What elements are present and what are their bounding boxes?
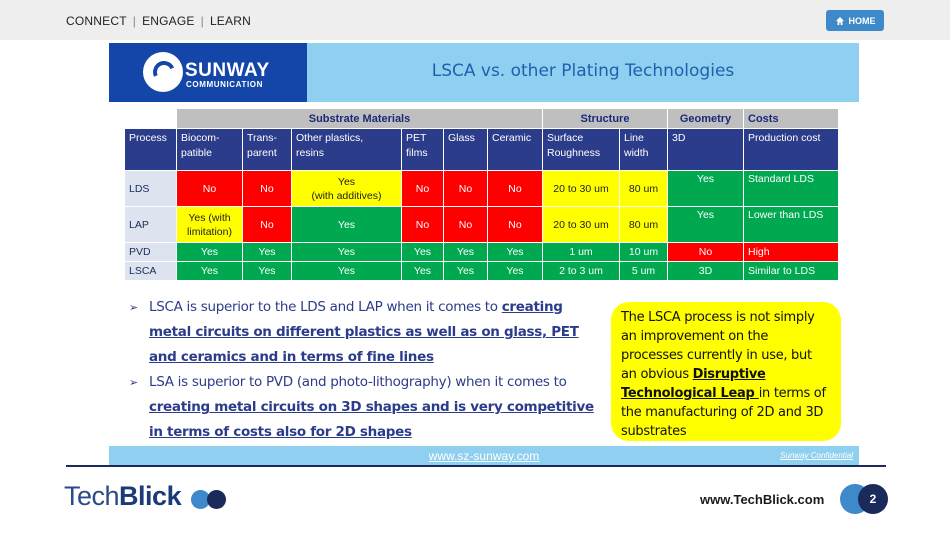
- table-cell: Yes: [177, 262, 243, 281]
- group-header-row: [125, 109, 839, 129]
- table-cell: Yes: [402, 262, 444, 281]
- nav-learn[interactable]: LEARN: [209, 14, 251, 28]
- blank-cell: [125, 109, 177, 129]
- col-biocompatible: Biocom- patible: [177, 129, 243, 171]
- table-cell: No: [243, 207, 292, 243]
- group-costs: Costs: [744, 109, 839, 129]
- callout-text: in terms of the manufacturing of 2D and 3D substrates: [621, 386, 826, 439]
- nav-engage[interactable]: ENGAGE: [142, 14, 195, 28]
- page-number: 2: [858, 484, 888, 514]
- slide-confidential: Sunway Confidential: [780, 451, 853, 460]
- table-cell: Yes: [668, 207, 744, 243]
- col-process: Process: [125, 129, 177, 171]
- brand-bold: Blick: [119, 481, 182, 511]
- table-cell: No: [402, 207, 444, 243]
- table-row-lds: [125, 171, 839, 207]
- table-cell: 2 to 3 um: [543, 262, 620, 281]
- callout-box: [611, 302, 841, 441]
- table-cell: Yes: [292, 243, 402, 262]
- table-cell: 1 um: [543, 243, 620, 262]
- table-cell: Similar to LDS: [744, 262, 839, 281]
- table-row-pvd: [125, 243, 839, 262]
- callout-emphasis: Disruptive Technological Leap: [621, 367, 766, 401]
- table-cell: Yes (with additives): [292, 171, 402, 207]
- footer-url[interactable]: www.TechBlick.com: [700, 492, 825, 507]
- table-cell: Yes: [402, 243, 444, 262]
- dot-dark: [207, 490, 226, 509]
- bullet-list: [127, 295, 607, 445]
- group-structure: Structure: [543, 109, 668, 129]
- table-cell: No: [488, 207, 543, 243]
- nav-separator: |: [200, 14, 204, 28]
- table-cell: Yes: [243, 262, 292, 281]
- slide-footer-url[interactable]: www.sz-sunway.com: [428, 449, 540, 463]
- table-cell: Yes: [177, 243, 243, 262]
- table-cell: 20 to 30 um: [543, 171, 620, 207]
- col-surface-roughness: Surface Roughness: [543, 129, 620, 171]
- table-cell: Yes (with limitation): [177, 207, 243, 243]
- table-cell: No: [177, 171, 243, 207]
- table-cell: High: [744, 243, 839, 262]
- comparison-table: [124, 108, 839, 281]
- table-row-lap: [125, 207, 839, 243]
- col-3d: 3D: [668, 129, 744, 171]
- home-button[interactable]: [826, 10, 884, 31]
- sunway-logo: [109, 43, 307, 102]
- nav-connect[interactable]: CONNECT: [66, 14, 127, 28]
- table-cell: Standard LDS: [744, 171, 839, 207]
- slide: [109, 43, 859, 465]
- slide-title: LSCA vs. other Plating Technologies: [431, 61, 735, 81]
- col-other-plastics: Other plastics, resins: [292, 129, 402, 171]
- table-cell: No: [444, 207, 488, 243]
- col-glass: Glass: [444, 129, 488, 171]
- table-cell: Yes: [292, 207, 402, 243]
- col-line-width: Line width: [620, 129, 668, 171]
- nav-separator: |: [132, 14, 137, 28]
- bullet-item: [127, 370, 607, 445]
- slide-footer: [109, 446, 859, 465]
- table-cell: No: [444, 171, 488, 207]
- top-bar: [0, 0, 950, 40]
- col-ceramic: Ceramic: [488, 129, 543, 171]
- row-label: PVD: [125, 243, 177, 262]
- row-label: LDS: [125, 171, 177, 207]
- table-cell: Yes: [243, 243, 292, 262]
- table-cell: No: [488, 171, 543, 207]
- table-cell: 3D: [668, 262, 744, 281]
- table-cell: Yes: [668, 171, 744, 207]
- callout-text: The LSCA process is not simply an improvement on the processes currently in use, but an obvious: [621, 310, 815, 382]
- home-icon: [835, 16, 845, 26]
- techblick-logo[interactable]: [64, 481, 181, 512]
- table-cell: 10 um: [620, 243, 668, 262]
- table-cell: 80 um: [620, 171, 668, 207]
- arrow-bullet-icon: ➢: [129, 301, 138, 314]
- col-transparent: Trans- parent: [243, 129, 292, 171]
- top-nav: [66, 14, 251, 28]
- logo-subtitle: COMMUNICATION: [186, 80, 263, 89]
- brand-light: Tech: [64, 481, 120, 511]
- row-label: LSCA: [125, 262, 177, 281]
- bullet-emphasis: creating metal circuits on 3D shapes and is very competitive in terms of costs also for 2D shapes: [149, 399, 594, 440]
- table-cell: No: [402, 171, 444, 207]
- table-cell: Yes: [488, 262, 543, 281]
- table-cell: Lower than LDS: [744, 207, 839, 243]
- table-cell: 5 um: [620, 262, 668, 281]
- group-geometry: Geometry: [668, 109, 744, 129]
- table-cell: Yes: [488, 243, 543, 262]
- row-label: LAP: [125, 207, 177, 243]
- group-substrate: Substrate Materials: [177, 109, 543, 129]
- table-row-lsca: [125, 262, 839, 281]
- table-cell: Yes: [444, 262, 488, 281]
- home-label: HOME: [848, 15, 876, 26]
- logo-name: SUNWAY: [185, 60, 270, 81]
- table-cell: 80 um: [620, 207, 668, 243]
- table-cell: Yes: [444, 243, 488, 262]
- column-header-row: [125, 129, 839, 171]
- footer-divider: [66, 465, 886, 467]
- arrow-bullet-icon: ➢: [129, 376, 138, 389]
- col-production-cost: Production cost: [744, 129, 839, 171]
- table-cell: Yes: [292, 262, 402, 281]
- bullet-text: LSA is superior to PVD (and photo-lithography) when it comes to: [149, 374, 567, 390]
- slide-header: [109, 43, 859, 102]
- table-cell: No: [243, 171, 292, 207]
- bullet-item: [127, 295, 607, 370]
- col-pet-films: PET films: [402, 129, 444, 171]
- table-cell: 20 to 30 um: [543, 207, 620, 243]
- table-cell: No: [668, 243, 744, 262]
- bullet-text: LSCA is superior to the LDS and LAP when it comes to: [149, 299, 502, 315]
- bullet-emphasis: creating metal circuits on different plastics as well as on glass, PET and ceramics and in terms of fine lines: [149, 299, 579, 365]
